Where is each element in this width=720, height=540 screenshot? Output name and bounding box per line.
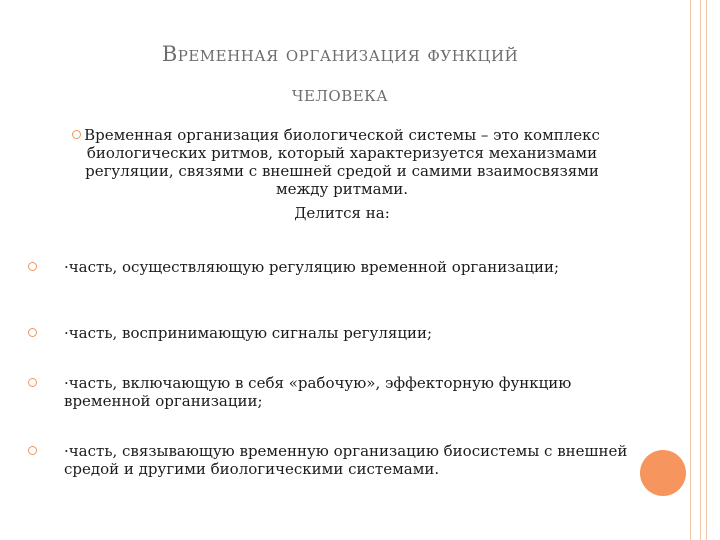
ring-bullet-icon <box>28 446 37 455</box>
divides-label: Делится на: <box>294 204 390 222</box>
ring-bullet-icon <box>72 130 81 139</box>
decorative-line <box>700 0 701 540</box>
title-line-2: человека <box>291 82 389 106</box>
ring-bullet-icon <box>28 328 37 337</box>
list-item-text: ·часть, связывающую временную организацию биосистемы с внешней средой и другими биологическими системами. <box>64 442 628 478</box>
ring-bullet-icon <box>28 378 37 387</box>
title-line-1: Временная организация функций <box>161 42 519 66</box>
intro-paragraph <box>62 126 622 222</box>
intro-text: Временная организация биологической системы – это комплекс биологических ритмов, который характеризуется механизмами регуляции, связями с внешней средой и самими взаимосвязями между ритмами. <box>84 126 600 198</box>
list-item-text: ·часть, воспринимающую сигналы регуляции; <box>64 324 433 342</box>
decorative-line <box>690 0 691 540</box>
list-item-text: ·часть, осуществляющую регуляцию временной организации; <box>64 258 560 276</box>
ring-bullet-icon <box>28 262 37 271</box>
decorative-line <box>706 0 707 540</box>
list-item-text: ·часть, включающую в себя «рабочую», эффекторную функцию временной организации; <box>64 374 572 410</box>
orange-circle-icon <box>640 450 686 496</box>
